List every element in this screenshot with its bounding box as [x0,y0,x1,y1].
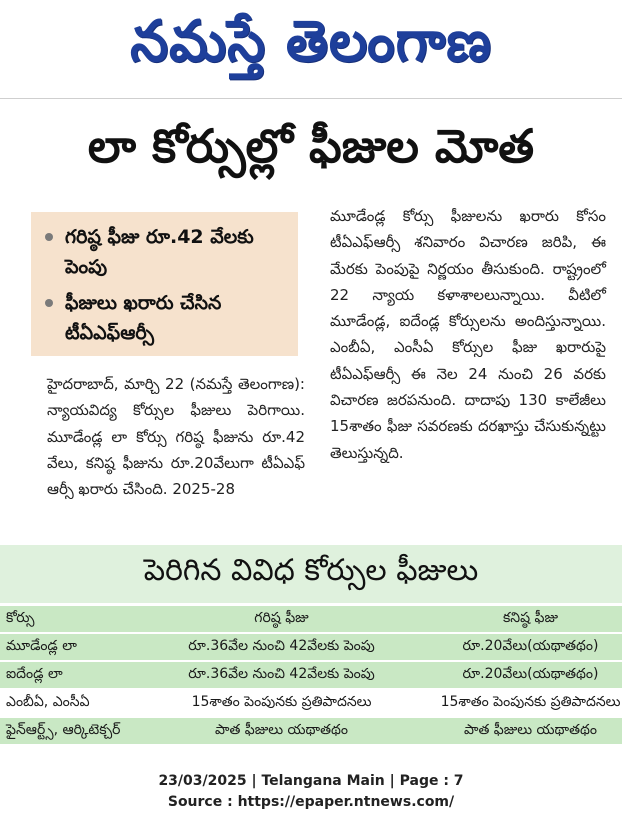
cell-course: ఫైన్ఆర్ట్స్, ఆర్కిటెక్చర్ [0,717,150,745]
table-row [0,717,622,745]
cell-max-fee: 15శాతం పెంపునకు ప్రతిపాదనలు [150,689,413,717]
article-paragraph: హైదరాబాద్, మార్చి 22 (నమస్తే తెలంగాణ): న్యాయవిద్య కోర్సుల ఫీజులు పెరిగాయి. మూడేండ్ల లా కోర్సు గరిష్ఠ ఫీజును రూ.42 వేలు, కనిష్ఠ ఫీజును రూ.20వేలుగా టీఏఎఫ్ ఆర్సీ ఖరారు చేసింది. 2025-28 [47,375,305,499]
column-header-max-fee: గరిష్ఠ ఫీజు [150,606,413,633]
article-column-left [47,371,305,502]
highlight-item [45,288,290,348]
divider [0,98,622,99]
article-column-right [330,203,606,466]
fee-table-section [0,545,622,745]
edition-info: 23/03/2025 | Telangana Main | Page : 7 [158,773,464,789]
cell-min-fee: 15శాతం పెంపునకు ప్రతిపాదనలు [413,689,622,717]
masthead [0,0,622,96]
cell-max-fee: పాత ఫీజులు యథాతథం [150,717,413,745]
fee-table [0,606,622,746]
cell-course: మూడేండ్ల లా [0,633,150,661]
cell-max-fee: రూ.36వేల నుంచి 42వేలకు పెంపు [150,661,413,689]
cell-min-fee: రూ.20వేలు(యథాతథం) [413,633,622,661]
column-header-course: కోర్సు [0,606,150,633]
article-paragraph: మూడేండ్ల కోర్సు ఫీజులను ఖరారు కోసం టీఏఎఫ్ఆర్సీ శనివారం విచారణ జరిపి, ఈ మేరకు పెంపుపై నిర్ణయం తీసుకుంది. రాష్ట్రంలో 22 న్యాయ కళాశాలలున్నాయి. వీటిలో మూడేండ్ల, ఐదేండ్ల కోర్సులను అందిస్తున్నాయి. ఎంబీఏ, ఎంసీఏ కోర్సుల ఫీజు ఖరారుపై టీఏఎఫ్ఆర్సీ ఈ నెల 24 నుంచి 26 వరకు విచారణ జరపనుంది. దాదాపు 130 కాలేజీలు 15శాతం ఫీజు సవరణకు దరఖాస్తు చేసుకున్నట్టు తెలుస్తున్నది. [330,207,606,462]
cell-course: ఎంబీఏ, ఎంసీఏ [0,689,150,717]
highlights-box [31,212,298,356]
table-title [0,545,622,603]
headline [10,108,612,196]
table-title-text: పెరిగిన వివిధ కోర్సుల ఫీజులు [143,553,479,588]
cell-max-fee: రూ.36వేల నుంచి 42వేలకు పెంపు [150,633,413,661]
highlight-item [45,222,290,282]
highlight-text: ఫీజులు ఖరారు చేసిన టీఏఎఫ్ఆర్సీ [65,292,222,344]
footer [0,771,622,813]
table-row [0,689,622,717]
cell-min-fee: రూ.20వేలు(యథాతథం) [413,661,622,689]
headline-text: లా కోర్సుల్లో ఫీజుల మోత [87,119,535,173]
column-header-min-fee: కనిష్ఠ ఫీజు [413,606,622,633]
table-row [0,633,622,661]
bullet-icon [45,299,53,307]
table-row [0,661,622,689]
cell-min-fee: పాత ఫీజులు యథాతథం [413,717,622,745]
highlight-text: గరిష్ఠ ఫీజు రూ.42 వేలకు పెంపు [65,226,254,278]
bullet-icon [45,233,53,241]
newspaper-logo: నమస్తే తెలంగాణ [130,7,492,74]
cell-course: ఐదేండ్ల లా [0,661,150,689]
table-header-row [0,606,622,633]
source-link[interactable]: Source : https://epaper.ntnews.com/ [167,794,455,810]
